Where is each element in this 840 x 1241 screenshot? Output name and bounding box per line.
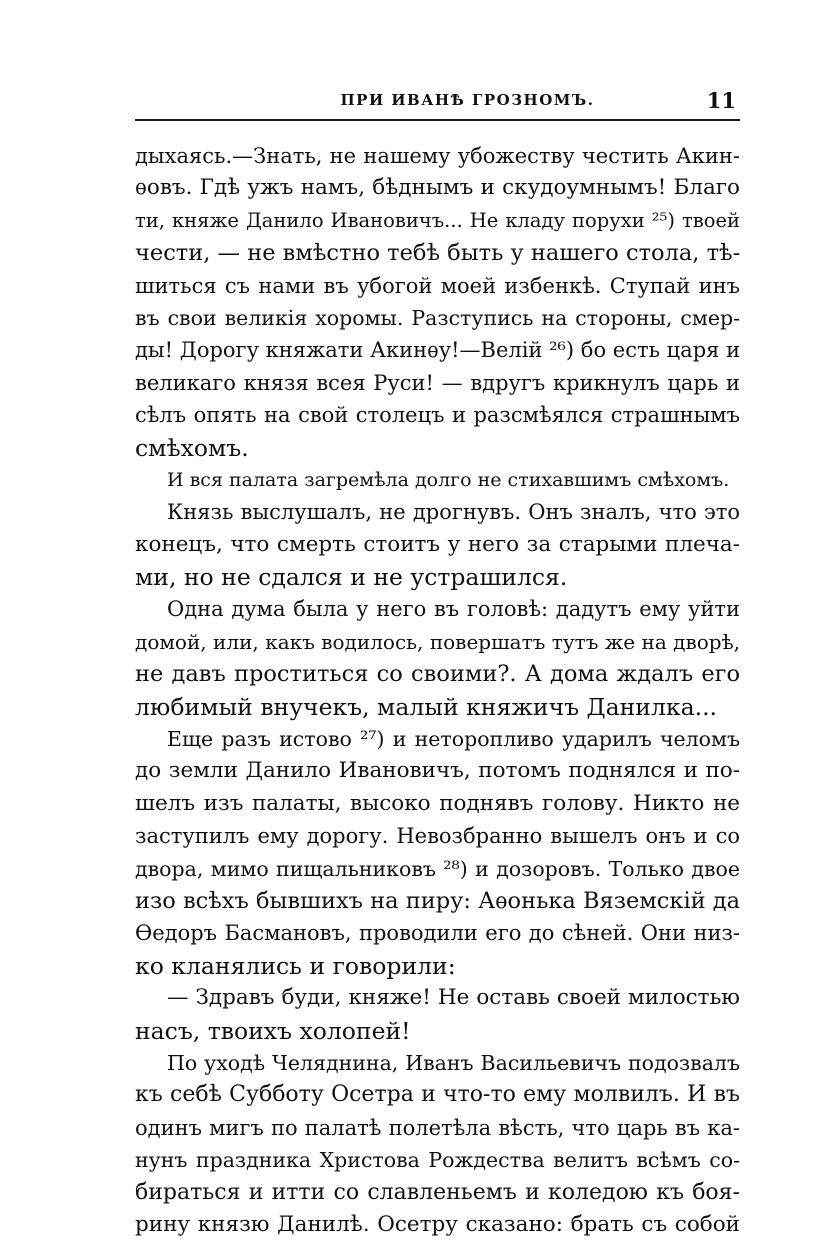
text-line: рину князю Данилѣ. Осетру сказано: брать съ собой	[135, 1211, 740, 1237]
page-number: 11	[706, 88, 736, 113]
text-line: бираться и итти со славленьемъ и коледою къ боя-	[135, 1179, 740, 1205]
text-line: великаго князя всея Руси! — вдругъ крикнулъ царь и	[135, 370, 740, 395]
text-line: шелъ изъ палаты, высоко поднявъ голову. Никто не	[135, 790, 740, 816]
text-line: къ себѣ Субботу Осетра и что-то ему молвилъ. И въ	[135, 1082, 740, 1108]
text-line: до земли Данило Ивановичъ, потомъ поднялся и по-	[135, 758, 740, 784]
text-line: одинъ мигъ по палатѣ полетѣла вѣсть, что царь въ ка-	[135, 1115, 740, 1140]
text-line: насъ, твоихъ холопей!	[135, 1016, 411, 1045]
text-line: любимый внучекъ, малый княжичъ Данилка...	[135, 692, 718, 721]
text-line: ти, княже Данило Ивановичъ... Не кладу порухи ²⁵) твоей	[135, 208, 740, 232]
text-line: домой, или, какъ водилось, повершатъ тутъ же на дворѣ,	[135, 629, 740, 654]
text-line: И вся палата загремѣла долго не стихавшимъ смѣхомъ.	[167, 468, 730, 491]
text-line: ми, но не сдался и не устрашился.	[135, 563, 568, 592]
text-line: — Здравъ буди, княже! Не оставь своей милостью	[167, 985, 740, 1011]
text-line: не давъ проститься со своими?. А дома ждалъ его	[135, 661, 740, 688]
text-line: ды! Дорогу княжати Акинѳу!—Велій ²⁶) бо есть царя и	[135, 338, 741, 363]
text-line: сѣлъ опять на свой столецъ и разсмѣялся страшнымъ	[135, 403, 740, 428]
text-line: ко кланялись и говорили:	[135, 951, 456, 980]
text-line: Одна дума была у него въ головѣ: дадутъ ему уйти	[167, 597, 740, 622]
text-line: въ свои великія хоромы. Разступись на стороны, смер-	[135, 305, 740, 330]
text-line: По уходѣ Челяднина, Иванъ Васильевичъ подозвалъ	[167, 1050, 740, 1075]
text-line: Ѳедоръ Басмановъ, проводили его до сѣней. Они низ-	[135, 921, 740, 946]
text-line: Еще разъ истово ²⁷) и неторопливо ударилъ челомъ	[167, 727, 740, 752]
text-line: двора, мимо пищальниковъ ²⁸) и дозоровъ. Только двое	[135, 856, 740, 881]
running-head	[135, 88, 740, 121]
text-line: заступилъ ему дорогу. Невозбранно вышелъ онъ и со	[135, 824, 740, 849]
text-line: ѳовъ. Гдѣ ужъ намъ, бѣднымъ и скудоумнымъ! Благо	[135, 175, 740, 201]
body-text	[135, 140, 740, 1241]
text-line: дыхаясь.—Знать, не нашему убожеству честить Акин-	[135, 144, 740, 168]
text-line: изо всѣхъ бывшихъ на пиру: Аѳонька Вяземскій да	[135, 887, 741, 914]
running-title: ПРИ ИВАНѢ ГРОЗНОМЪ.	[340, 91, 595, 109]
text-line: шиться съ нами въ убогой моей избенкѣ. Ступай инъ	[135, 273, 740, 298]
text-line: Князь выслушалъ, не дрогнувъ. Онъ зналъ, что это	[167, 500, 740, 525]
text-line: нунъ праздника Христова Рождества велитъ всѣмъ со-	[135, 1148, 740, 1173]
text-line: чести, — не вмѣстно тебѣ быть у нашего стола, тѣ-	[135, 240, 741, 267]
text-line: смѣхомъ.	[135, 433, 249, 462]
text-line: конецъ, что смерть стоитъ у него за старыми плеча-	[135, 531, 740, 557]
